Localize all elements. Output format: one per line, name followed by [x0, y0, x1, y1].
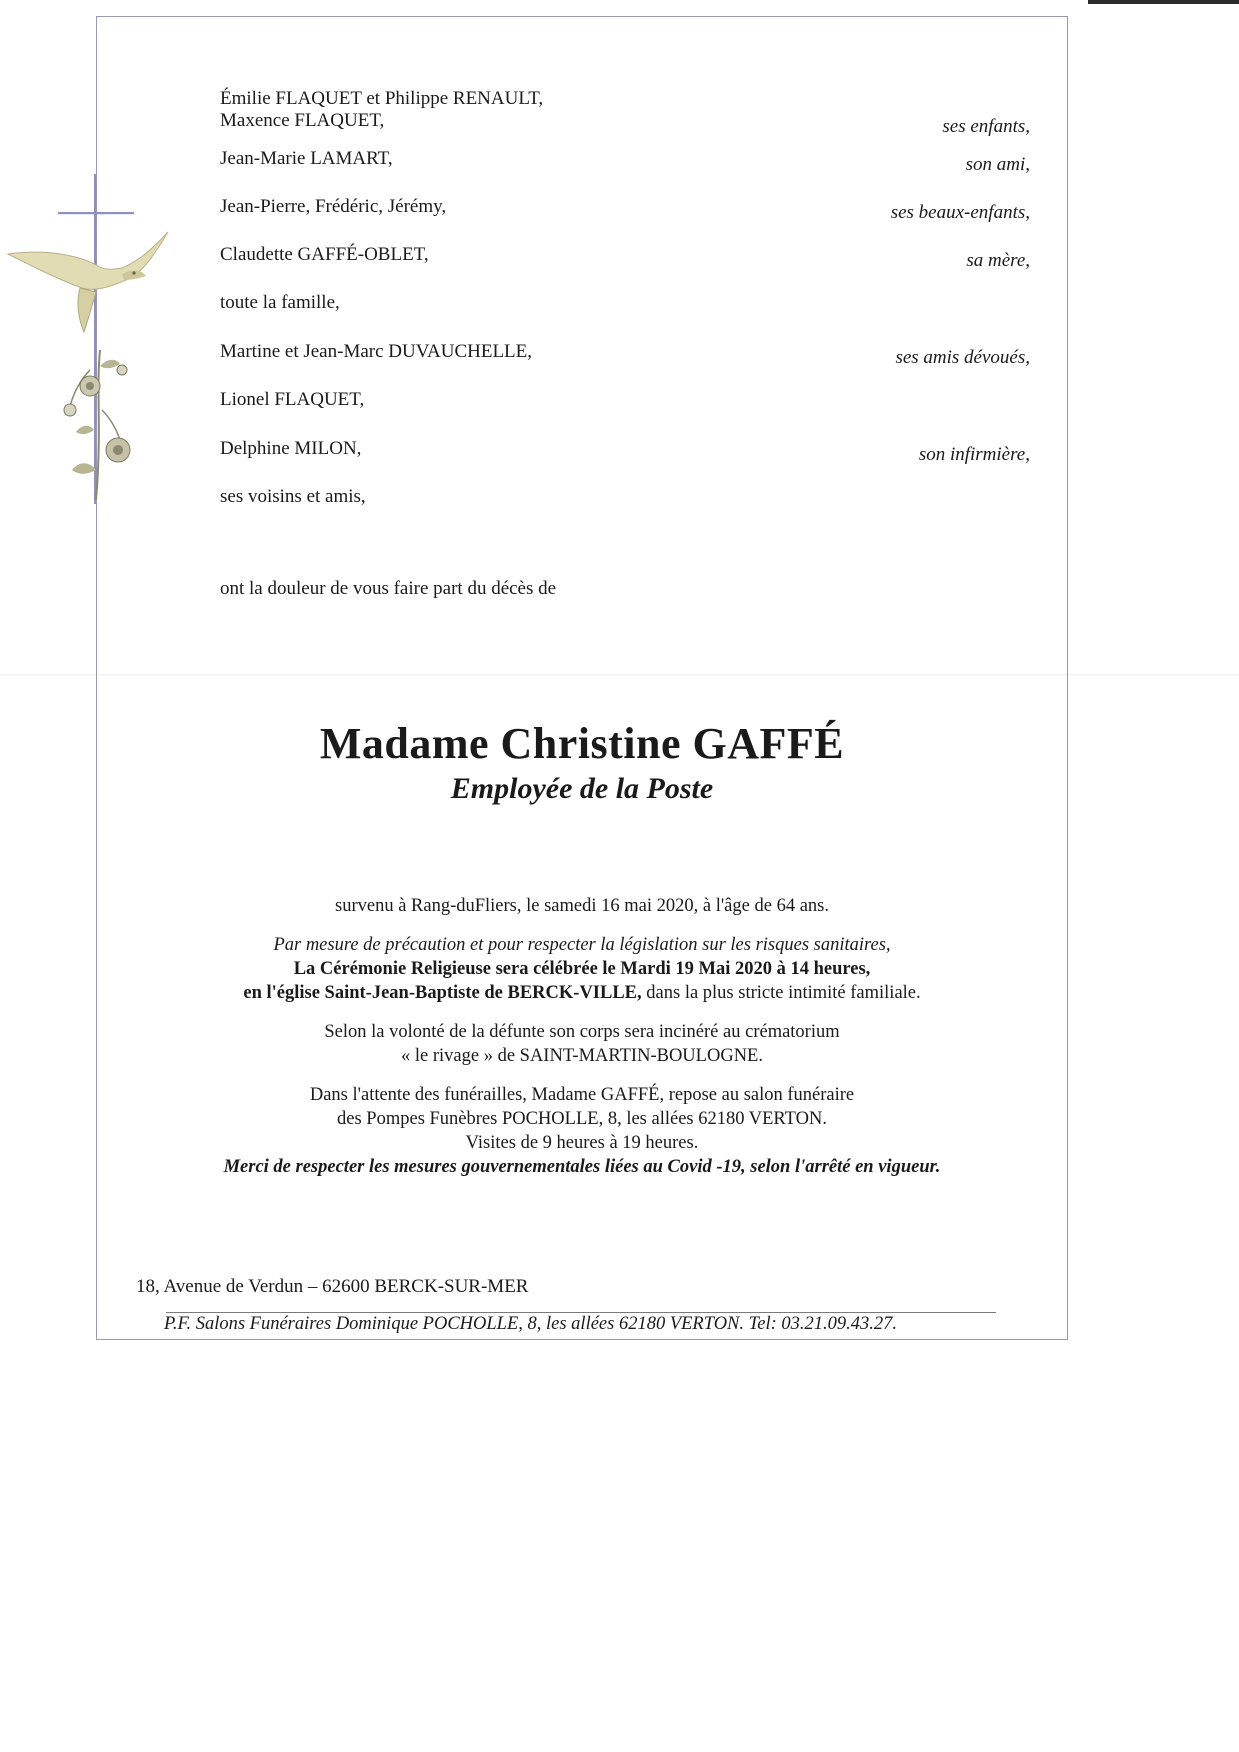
family-line-2 — [220, 102, 1030, 137]
deceased-name: Madame Christine GAFFÉ — [319, 719, 845, 768]
family-line-10 — [220, 478, 1030, 508]
flowers-icon — [64, 350, 130, 500]
family-relation: ses amis dévoués, — [895, 347, 1030, 368]
family-line-4 — [220, 188, 1030, 223]
family-line-9 — [220, 430, 1030, 465]
precaution-notice: Par mesure de précaution et pour respecter la législation sur les risques sanitaires, — [273, 935, 891, 955]
dove-icon — [8, 232, 168, 332]
covid-notice: Merci de respecter les mesures gouvernementales liées au Covid -19, selon l'arrêté en vigueur. — [223, 1157, 941, 1177]
family-member-name: Jean-Pierre, Frédéric, Jérémy, — [220, 196, 447, 217]
family-line-8 — [220, 381, 1030, 411]
family-member-name: toute la famille, — [220, 292, 340, 313]
cross-with-dove-and-flowers-icon — [0, 170, 180, 510]
family-relation: sa mère, — [966, 250, 1030, 271]
footer-divider — [166, 1312, 996, 1313]
family-relation: son ami, — [965, 154, 1030, 175]
family-relation: ses enfants, — [942, 116, 1030, 137]
family-member-name: Delphine MILON, — [220, 438, 362, 459]
family-member-name: Jean-Marie LAMART, — [220, 148, 393, 169]
ceremony-notice: La Cérémonie Religieuse sera célébrée le Mardi 19 Mai 2020 à 14 heures, — [293, 959, 871, 979]
church-name: en l'église Saint-Jean-Baptiste de BERCK-VILLE, — [243, 983, 642, 1003]
family-line-3 — [220, 140, 1030, 175]
cremation-line-1: Selon la volonté de la défunte son corps sera incinéré au crématorium — [324, 1022, 840, 1042]
funeral-details — [96, 894, 1068, 1179]
family-line-5 — [220, 236, 1030, 271]
family-relation: ses beaux-enfants, — [890, 202, 1030, 223]
visiting-hours: Visites de 9 heures à 19 heures. — [465, 1133, 699, 1153]
family-member-name: ses voisins et amis, — [220, 486, 366, 507]
funeral-home-credit: P.F. Salons Funéraires Dominique POCHOLLE, 8, les allées 62180 VERTON. Tel: 03.21.09.43.27. — [164, 1314, 897, 1334]
family-member-name: Maxence FLAQUET, — [220, 110, 385, 131]
rest-line-2: des Pompes Funèbres POCHOLLE, 8, les allées 62180 VERTON. — [337, 1109, 827, 1129]
family-line-6 — [220, 284, 1030, 314]
family-member-name: Émilie FLAQUET et Philippe RENAULT, — [220, 88, 544, 109]
family-member-name: Martine et Jean-Marc DUVAUCHELLE, — [220, 341, 533, 362]
death-notice: survenu à Rang-duFliers, le samedi 16 mai 2020, à l'âge de 64 ans. — [335, 896, 829, 916]
family-address: 18, Avenue de Verdun – 62600 BERCK-SUR-MER — [136, 1276, 529, 1297]
family-line-7 — [220, 333, 1030, 368]
church-suffix: dans la plus stricte intimité familiale. — [641, 983, 921, 1003]
scan-edge-mark — [1088, 0, 1239, 4]
family-relation: son infirmière, — [918, 444, 1030, 465]
church-line — [96, 981, 1068, 1005]
announcement-intro: ont la douleur de vous faire part du décès de — [220, 578, 557, 599]
cross-horizontal-bar — [58, 212, 134, 214]
cross-vertical-bar — [94, 174, 96, 504]
rest-line-1: Dans l'attente des funérailles, Madame GAFFÉ, repose au salon funéraire — [309, 1085, 855, 1105]
family-member-name: Lionel FLAQUET, — [220, 389, 365, 410]
deceased-occupation: Employée de la Poste — [450, 772, 714, 805]
cremation-line-2: « le rivage » de SAINT-MARTIN-BOULOGNE. — [401, 1046, 763, 1066]
family-member-name: Claudette GAFFÉ-OBLET, — [220, 244, 429, 265]
